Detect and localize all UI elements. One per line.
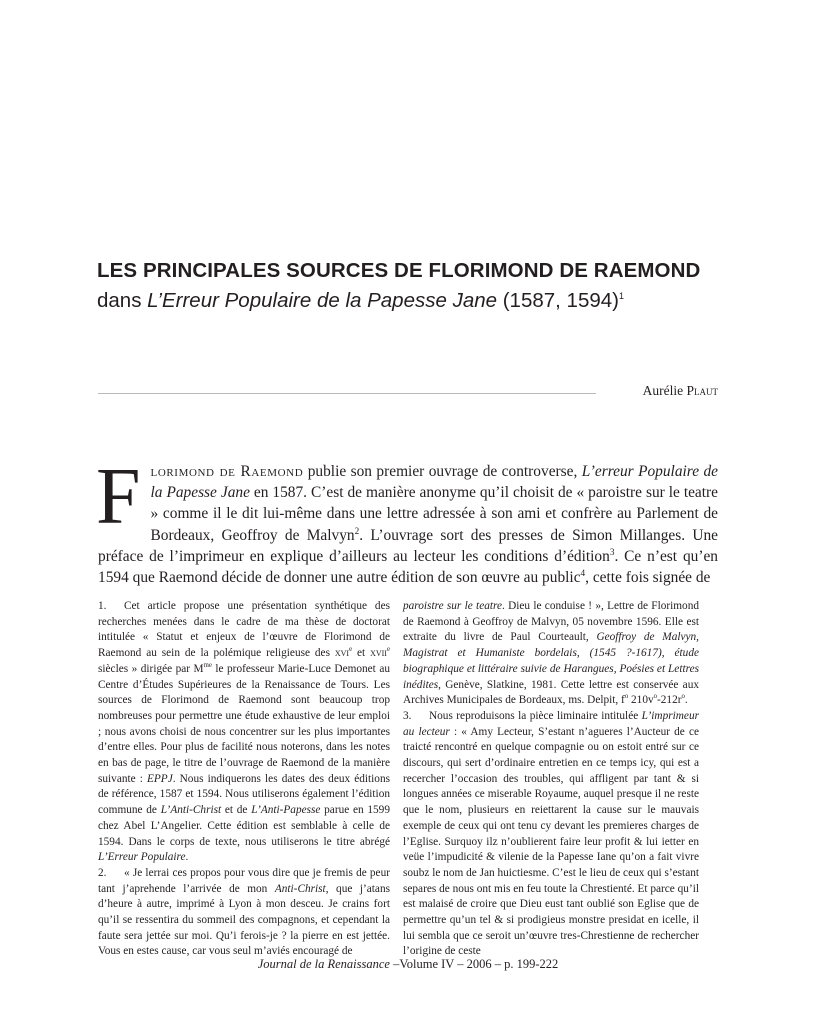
footnote-3-text: Nous reproduisons la pièce liminaire intitulée: [429, 709, 642, 722]
footnote-3-number: 3.: [403, 709, 412, 722]
body-italic-title: L’erreur Populaire de la Papesse Jane: [150, 463, 719, 502]
footnote-1-text: . Nous indiquerons les dates des deux éditions de référence, 1587 et 1594. Nous utiliserons également l’édition commune de: [98, 772, 390, 817]
footnote-1-sup: me: [203, 662, 212, 670]
body-text-4: . Ce n’est qu’en 1594 que Raemond décide de donner une autre édition de son œuvre au public: [98, 547, 718, 587]
footnotes-left-column: [98, 599, 390, 960]
footnote-2-text: , Genève, Slatkine, 1981. Cette lettre est conservée aux Archives Municipales de Bordeaux, ms. Delpit, f: [403, 678, 699, 707]
footnote-1-text: Cet article propose une présentation synthétique des recherches menées dans le cadre de ma thèse de doctorat intitulée « Statut et enjeux de l’œuvre de Florimond de Raemond au sein de la polémique religieuse des: [98, 600, 390, 660]
drop-cap: F: [96, 453, 141, 541]
footnote-2-sup: o: [653, 693, 658, 701]
footnote-1-text: parue en 1599 chez Abel L’Angelier. Cette édition est semblable à celle de 1594. Dans le corps de texte, nous utiliserons le titre abrégé: [98, 804, 390, 848]
footnote-2-sup: o: [681, 693, 685, 701]
footnote-1-sup: e: [349, 646, 353, 654]
subtitle-dates: (1587, 1594): [497, 289, 619, 312]
footnote-1-italic: L’Anti-Christ: [160, 804, 222, 817]
footnote-2-book-title: Geoffroy de Malvyn, Magistrat et Humaniste bordelais, (1545 ?-1617), étude biographique et littéraire suivie de Harangues, Poésies et Lettres inédites: [403, 631, 699, 691]
footnote-2-text: .: [684, 694, 688, 707]
footnote-1-text: .: [185, 851, 189, 864]
footnote-2-continued: [403, 599, 699, 709]
footnote-1-italic: L’Anti-Papesse: [251, 804, 321, 817]
footnote-2: [98, 866, 390, 960]
footnote-2-italic: paroistre sur le teatre: [403, 600, 502, 612]
author-name: [643, 383, 718, 399]
footnote-3-text: : « Amy Lecteur, S’estant n’agueres l’Aucteur de ce traicté rencontré en quelque compagnie ou on estoit entré sur ce discours, qui sert d’ordinaire entretien en ce temps icy, qui est a recercher l’occasion des troubles, qui affligent par tant & si longues années ce miserable Royaume, auquel presque il ne reste que le nom, plusieurs en reiettarent la cause sur le mauvais exemple de ceux qui ont tenu cy devant les premieres charges de l’Eglise. Surquoy ilz n’oublierent faire leur profit & lui ietter en veüe l’impudicité & vilenie de la Papesse Iane qu’on a fait vivre soubz le nom de Jan huictiesme. C’est le lieu de ceux qui s’estant separes de nous ont mis en feu toute la Chrestienté. Et parce qu’il est malaisé de croire que Dieu eust tant oublié son Eglise que de permettre qu’un tel & si prodigieus monstre presidat en icelle, il lui sembla que ce seroit un’œuvre tres-Chrestienne de rechercher l’origine de ceste: [403, 725, 699, 958]
footnote-1-sup: e: [386, 646, 390, 654]
article-subtitle: [97, 289, 624, 313]
subtitle-work-title: L’Erreur Populaire de la Papesse Jane: [147, 289, 498, 312]
opening-paragraph: [96, 453, 719, 588]
footnote-2-italic: Anti-Christ: [274, 882, 326, 895]
footnotes-right-column: [403, 599, 699, 960]
footnote-2-text: 210v: [628, 694, 654, 707]
footnote-3: [403, 709, 699, 960]
footnote-1-text: et de: [221, 804, 252, 817]
body-text-2: en 1587. C’est de manière anonyme qu’il choisit de « paroistre sur le teatre » comme il le dit lui-même dans une lettre adressée à son ami et confrère au Parlement de Bordeaux, Geoffroy de Malvyn: [150, 484, 718, 544]
footnote-1-text: le professeur Marie-Luce Demonet au Centre d’Études Supérieures de la Renaissance de Tours. Les sources de Florimond de Raemond sont beaucoup trop nombreuses pour permettre une étude exhaustive de leur emploi ; nous avons choisi de nous concentrer sur les plus importantes d’entre elles. Pour plus de facilité nous noterons, dans les notes en bas de page, le titre de l’ouvrage de Raemond de la manière suivante :: [98, 662, 390, 785]
journal-volume-pages: –Volume IV – 2006 – p. 199-222: [389, 957, 559, 971]
footnote-1-italic: EPPJ: [147, 772, 173, 785]
author-last-name: Plaut: [686, 383, 718, 398]
footnote-ref-3[interactable]: 3: [609, 546, 615, 557]
subtitle-prefix: dans: [97, 289, 148, 312]
footnote-1-text: et: [352, 647, 371, 660]
footnote-2-text: . Dieu le conduise ! », Lettre de Florimond de Raemond à Geoffroy de Malvyn, 05 novembre 1596. Elle est extraite du livre de Paul Courteault,: [403, 600, 699, 644]
footnote-ref-4[interactable]: 4: [580, 567, 586, 578]
lead-small-caps: lorimond de Raemond: [150, 463, 304, 480]
body-text-3: . L’ouvrage sort des presses de Simon Millanges. Une préface de l’imprimeur en explique d’ailleurs au lecteur les conditions d’édition: [98, 526, 718, 565]
journal-name: Journal de la Renaissance: [257, 957, 390, 971]
footnote-1: [98, 599, 390, 866]
footnote-1-italic: L’Erreur Populaire: [98, 851, 186, 864]
footnote-ref-2[interactable]: 2: [354, 525, 360, 536]
author-first-name: Aurélie: [642, 383, 687, 398]
article-title: LES PRINCIPALES SOURCES DE FLORIMOND DE RAEMOND: [97, 259, 701, 282]
body-text-1: publie son premier ouvrage de controverse,: [303, 463, 582, 480]
footnote-1-century: xvi: [334, 647, 350, 660]
footnote-2-sup: o: [624, 693, 629, 701]
footnote-ref-1[interactable]: 1: [618, 291, 624, 302]
footnote-1-text: siècles » dirigée par M: [98, 662, 204, 675]
footnote-2-text: « Je lerrai ces propos pour vous dire que je fremis de peur tant j’aprehende l’arrivée de mon: [98, 866, 390, 895]
footnote-2-number: 2.: [98, 866, 107, 879]
author-rule: [98, 393, 596, 394]
footnote-2-text: -212r: [657, 694, 682, 707]
footnote-2-text: , que j’atans d’heure à autre, imprimé à Lyon à mon desceu. Je crains fort qu’il se ressentira du sommeil des compagnons, et cependant la faute sera jettée sur moi. Qu’i ferois-je ? la pierre en est jettée. Vous en estes cause, car vous seul m’aviés encouragé de: [98, 882, 390, 958]
footnote-1-century: xvii: [370, 647, 387, 660]
page-footer: [0, 957, 816, 972]
footnote-1-number: 1.: [98, 600, 107, 612]
body-text-5: , cette fois signée de: [585, 569, 711, 587]
footnote-3-italic: L’imprimeur au lecteur: [403, 709, 699, 738]
